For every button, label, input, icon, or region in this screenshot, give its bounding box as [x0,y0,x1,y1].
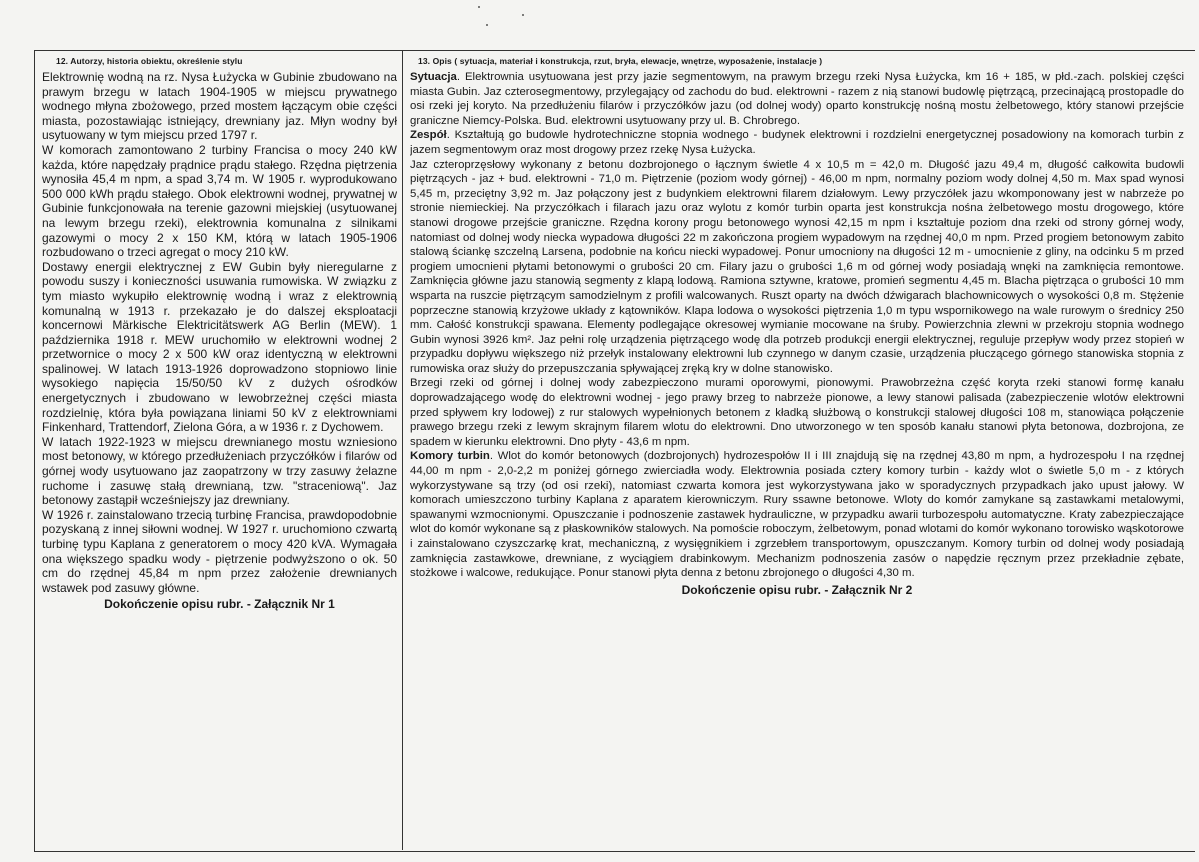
paragraph-weir [410,158,1184,377]
right-column-text [410,70,1184,581]
paragraph-complex [410,128,1184,157]
section-heading-description: 13. Opis ( sytuacja, materiał i konstrukcja, rzut, bryła, elewacje, wnętrze, wyposażenie, instalacje ) [418,56,823,66]
paragraph-banks [410,376,1184,449]
paragraph: W latach 1922-1923 w miejscu drewnianego mostu wzniesiono most betonowy, w którego przedłużeniach przyczółków i filarów od górnej wody usytuowano jaz zaopatrzony w trzy zasuwy żelazne ruchome i zasuwę stałą drewnianą, tzw. "straceniową". Jaz betonowy zastąpił wcześniejszy jaz drewniany. [42,434,397,508]
column-divider [402,50,403,850]
left-column [42,56,397,846]
scan-speck [522,14,524,16]
paragraph-body: . Kształtują go budowle hydrotechniczne stopnia wodnego - budynek elektrowni i rozdzielni energetycznej posadowiony na komorach turbin z jazem segmentowym oraz most drogowy przez rzekę Nysa Łużycka. [410,129,1184,156]
paragraph-lead: Komory turbin [410,450,490,463]
left-column-text [42,70,397,595]
paragraph-body: . Wlot do komór betonowych (dozbrojonych) hydrozespołów II i III znajdują się na rzędnej 43,80 m npm, a hydrozespołu I na rzędnej 44,00 m npm - 2,0-2,2 m poniżej górnego zwierciadła wody. Elektrownia posiada cztery komory turbin - każdy wlot o świetle 5,0 m - z których wykorzystywane są trzy (od osi rzeki), natomiast czwarta komora jest wykorzystywana jako w sporadycznych przypadkach jako upust jałowy. W komorach umieszczono turbiny Kaplana z aparatem kierowniczym. Rury ssawne betonowe. Wloty do komór zamykane są zastawkami metalowymi, spawanymi wzmocnionymi. Opuszczanie i podnoszenie zastawek hydrauliczne, w przypadku awarii turbozespołu automatyczne. Kraty zabezpieczające wlot do komór wykonane są z płaskowników stalowych. Na pomoście roboczym, żelbetowym, ponad wlotami do komór wykonano torowisko wąskotorowe i zainstalowano czyszczarkę krat, mechaniczną, z wysięgnikiem i zgrzebłem transportowym, opuszczanym. Komory turbin od dolnej wody posiadają zamknięcia zastawkowe, drewniane, z wyciągiem drabinkowym. Mechanizm podnoszenia zasów o napędzie ręcznym przez przekładnie zębate, stożkowe i walcowe, redukujące. Ponur stanowi płyta denna z betonu zbrojonego o długości 4,30 m. [410,450,1184,580]
paragraph: W komorach zamontowano 2 turbiny Francisa o mocy 240 kW każda, które napędzały prądnice prądu stałego. Rzędna piętrzenia wynosiła 45,4 m npm, a spad 3,74 m. W 1905 r. wyprodukowano 500 000 kWh prądu stałego. Obok elektrowni wodnej, prywatnej w Gubinie funkcjonowała na terenie gazowni miejskiej (usytuowanej na lewym brzegu rzeki), elektrownia komunalna z silnikami gazowymi o mocy 2 x 150 KM, którą w latach 1905-1906 rozbudowano o trzeci agregat o mocy 210 kW. [42,142,397,260]
paragraph-body: Jaz czteroprzęsłowy wykonany z betonu dozbrojonego o łącznym świetle 4 x 10,5 m = 42,0 m. Długość jazu 49,4 m, długość całkowita budowli piętrzących - jaz + bud. elektrowni - 71,0 m. Piętrzenie (poziom wody górnej) - 46,00 m npm, normalny poziom wody dolnej 4,50 m. Max spad wynosi 5,45 m, przeciętny 3,92 m. Jaz połączony jest z budynkiem elektrowni filarem działowym. Lewy przyczółek jazu wkomponowany jest w nabrzeże po stronie niemieckiej. Na przyczółkach i filarach jazu oraz wylotu z komór turbin oparta jest konstrukcja nośna żelbetowego mostu drogowego, które stanowi drogowe przejście graniczne. Rzędna korony progu betonowego wynosi 42,15 m npm i kształtuje poziom dna rzeki od strony górnej wody, natomiast od dolnej wody niecka wypadowa długości 22 m zakończona progiem wypadowym na rzędnej 40,0 m npm. Przed progiem betonowym zabito stalową ściankę szczelną Larsena, podobnie na końcu niecki wypadowej. Ponur umocniony na długości 12 m - umocnienie z gliny, na odcinku 5 m przed progiem umocnieni płytami betonowymi o grubości 20 cm. Filary jazu o grubości 1,6 m od górnej wody posiadają wnęki na zamknięcia remontowe. Zamknięcia główne jazu stanowią segmenty z klapą lodową. Ramiona sztywne, kratowe, promień segmentu 4,45 m. Blacha piętrząca o grubości 10 mm wsparta na ruszcie piętrzącym samodzielnym z profili walcowanych. Ruszt oparty na dwóch dźwigarach blachownicowych o wysokości 0,8 m. Stężenie poprzeczne stanowią krzyżowe układy z kątowników. Klapa lodowa o wysokości piętrzenia 1,0 m typu wspornikowego na wale rurowym o średnicy 250 mm. Całość konstrukcji spawana. Elementy podlegające okresowej wymianie mocowane na śruby. Powierzchnia zlewni w przekroju stopnia wodnego Gubin wynosi 3926 km². Jaz pełni rolę urządzenia piętrzącego wodę dla potrzeb produkcji energii elektrycznej, reguluje przepływ wody przez stopień w przypadku dopływu większego niż przełyk instalowany elektrowni lub czynnego w danym czasie, urządzenia płuczącego górnego stanowiska stopnia z rumowiska oraz służy do przepuszczania spływającej zręką kry w dolne stanowisko. [410,158,1184,375]
paragraph-turbine-chambers [410,449,1184,580]
continuation-note-left: Dokończenie opisu rubr. - Załącznik Nr 1 [104,597,335,612]
section-heading-authors-history: 12. Autorzy, historia obiektu, określenie stylu [56,56,243,66]
paragraph-body: Brzegi rzeki od górnej i dolnej wody zabezpieczono murami oporowymi, pionowymi. Prawobrzeżna część koryta rzeki stanowi formę kanału doprowadzającego wodę do elektrowni wodnej - jego prawy brzeg to nabrzeże pionowe, a lewy stanowi palisada (zabezpieczenie wlotów elektrowni przed spływem kry lodowej) z rur stalowych wypełnionych betonem z kładką służbową o konstrukcji stalowej długości 108 m, stanowiąca połączenie prawego brzegu rzeki z lewym skrajnym filarem wlotu do elektrowni. Dno utworzonego w ten sposób kanału stanowi płyta betonowa, dozbrojona, ze spadem w kierunku elektrowni. Dno płyty - 43,6 m npm. [410,377,1184,448]
paragraph: Dostawy energii elektrycznej z EW Gubin były nieregularne z powodu suszy i konieczności usuwania rumowiska. W związku z tym miasto wykupiło elektrownię wodną i wraz z elektrownią komunalną w 1913 r. przekazało je do dalszej eksploatacji koncernowi Märkische Elektricitätswerk AG Berlin (MEW). 1 października 1918 r. MEW uruchomiło w elektrowni wodnej 2 przetwornice o mocy 2 x 500 kW oraz identyczną w elektrowni spalinowej. W latach 1913-1926 doprowadzono stopniowo linie wysokiego napięcia 15/50/50 kV z dużych ośrodków energetycznych i zbudowano w lewobrzeżnej części miasta rozdzielnię, która była powiązana liniami 50 kV z elektrowniami Finkenhard, Trattendorf, Zielona Góra, a w 1936 r. z Dychowem. [42,259,397,435]
paragraph: Elektrownię wodną na rz. Nysa Łużycka w Gubinie zbudowano na prawym brzegu w latach 1904-1905 w miejscu prywatnego wodnego młyna zbożowego, przed mostem łączącym obie części miasta, pozostawiając istniejący, drewniany jaz. Młyn wodny był usytuowany w tym miejscu przed 1797 r. [42,70,397,143]
paragraph: W 1926 r. zainstalowano trzecią turbinę Francisa, prawdopodobnie pozyskaną z innej siłowni wodnej. W 1927 r. uruchomiono czwartą turbinę typu Kaplana z generatorem o mocy 420 kVA. Wymagała ona większego spadku wody - piętrzenie podwyższono o ok. 50 cm do rzędnej 45,84 m npm przez założenie drewnianych wstawek pod zasuwy główne. [42,507,397,595]
right-column [410,56,1184,846]
paragraph-lead: Sytuacja [410,71,457,83]
paragraph-situation [410,70,1184,128]
paragraph-body: . Elektrownia usytuowana jest przy jazie segmentowym, na prawym brzegu rzeki Nysa Łużycka, km 16 + 185, w płd.-zach. polskiej części miasta Gubin. Jaz czterosegmentowy, przylegający od zachodu do bud. elektrowni - razem z nią stanowi budowlę piętrzącą, przecinającą prostopadle do osi rzeki jej koryto. Na przedłużeniu filarów i przyczółków jazu (od dolnej wody) oparto konstrukcję nośną mostu żelbetowego, który stanowi przejście graniczne Niemcy-Polska. Bud. elektrowni usytuowany przy ul. B. Chrobrego. [410,71,1184,127]
scan-speck [478,6,480,8]
paragraph-lead: Zespół [410,129,447,142]
scan-speck [486,24,488,26]
continuation-note-right: Dokończenie opisu rubr. - Załącznik Nr 2 [681,582,913,597]
